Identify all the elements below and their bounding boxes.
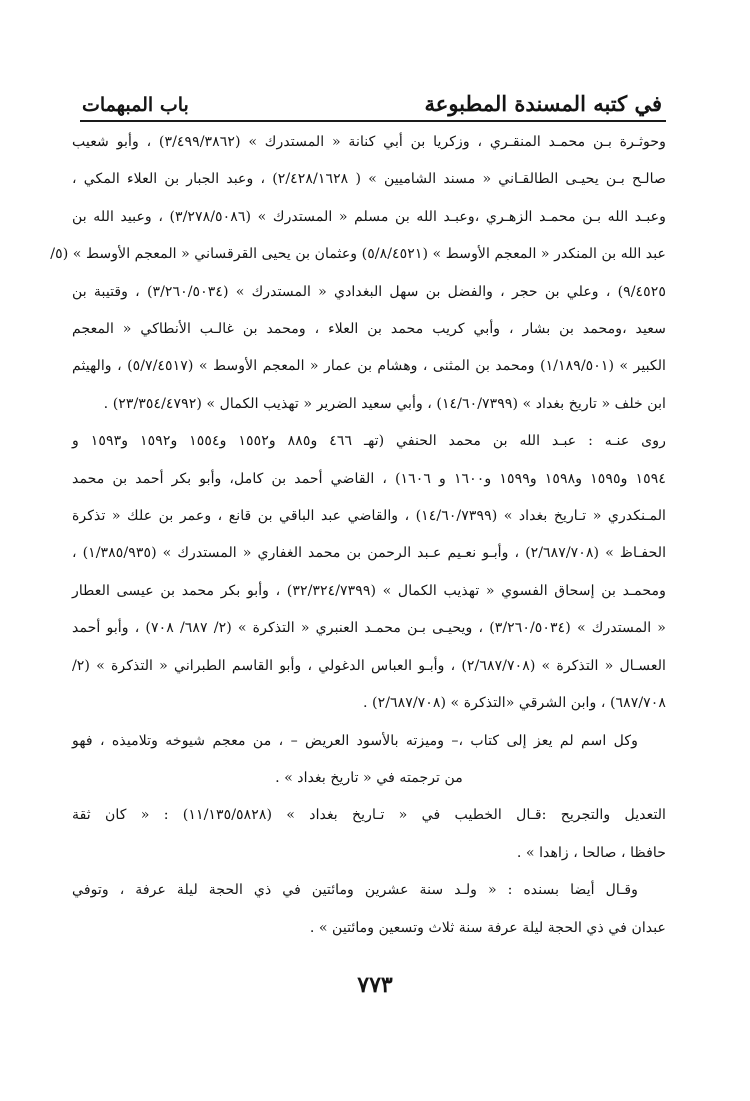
text-line: ١٥٩٤ و١٥٩٥ و١٥٩٨ و١٥٩٩ و١٦٠٠ و ١٦٠٦) ، القاضي أحمد بن كامل، وأبو بكر أحمد بن محمد <box>72 470 666 487</box>
text-line: ٩/٤٥٢٥) ، وعلي بن حجر ، والفضل بن سهل البغدادي « المستدرك » (٣/٢٦٠/٥٠٣٤) ، وقتيبة بن <box>72 283 666 300</box>
text-line: سعيد ،ومحمد بن بشار ، وأبي كريب محمد بن العلاء ، ومحمد بن غالـب الأنطاكي « المعجم <box>72 321 666 338</box>
text-line: « المستدرك » (٣/٢٦٠/٥٠٣٤) ، ويحيـى بـن محمـد العنبري « التذكرة » (٢/ ٦٨٧/ ٧٠٨) ، وأبو أحمد <box>72 620 666 637</box>
text-line: وقـال أيضا بسنده : « ولـد سنة عشرين ومائتين في ذي الحجة ليلة عرفة ، وتوفي <box>72 882 638 899</box>
text-line: التعديل والتجريح :قـال الخطيب في « تـاريخ بغداد » (١١/١٣٥/٥٨٢٨) : « كان ثقة <box>72 807 666 824</box>
text-line: الحفـاظ » (٢/٦٨٧/٧٠٨) ، وأبـو نعـيم عـبد الرحمن بن محمد الغفاري « المستدرك » (١/٣٨٥/٩٣٥) ، <box>72 545 667 562</box>
chapter-title: باب المبهمات <box>82 94 189 116</box>
text-line: صالـح بـن يحيـى الطالقـاني « مسند الشاميين » ( ٢/٤٢٨/١٦٢٨) ، وعبد الجبار بن العلاء المكي ، <box>72 171 666 188</box>
text-line: ابن خلف « تاريخ بغداد » (١٤/٦٠/٧٣٩٩) ، وأبي سعيد الضرير « تهذيب الكمال » (٢٣/٣٥٤/٤٧٩٢) . <box>103 395 666 412</box>
text-line: وعبـد الله بـن محمـد الزهـري ،وعبـد الله بن مسلم « المستدرك » (٣/٢٧٨/٥٠٨٦) ، وعبيد الله بن <box>72 208 666 225</box>
text-line: وحوثـرة بـن محمـد المنقـري ، وزكريا بن أبي كنانة « المستدرك » (٣/٤٩٩/٣٨٦٢) ، وأبو شعيب <box>72 134 666 150</box>
text-line: ٦٨٧/٧٠٨) ، وابن الشرقي «التذكرة » (٢/٦٨٧/٧٠٨) . <box>363 695 666 712</box>
text-line: روى عنـه : عبـد الله بن محمد الحنفي (تهـ ٤٦٦ و٨٨٥ و١٥٥٢ و١٥٥٤ و١٥٩٢ و١٥٩٣ و <box>72 433 666 450</box>
text-line: وكل اسم لم يعز إلى كتاب ،– وميزته بالأسود العريض – ، من معجم شيوخه وتلاميذه ، فهو <box>72 732 638 749</box>
text-line: المـنكدري « تـاريخ بغداد » (١٤/٦٠/٧٣٩٩) ، والقاضي عبد الباقي بن قانع ، وعمر بن علك « تذكرة <box>72 508 666 525</box>
page-header <box>82 76 662 116</box>
text-line: عبدان في ذي الحجة ليلة عرفة سنة ثلاث وتسعين ومائتين » . <box>309 919 666 936</box>
text-line: من ترجمته في « تاريخ بغداد » . <box>275 769 463 786</box>
text-line: حافظا ، صالحا ، زاهدا » . <box>516 844 666 861</box>
book-title: في كتبه المسندة المطبوعة <box>424 91 662 116</box>
page-body <box>50 124 667 947</box>
text-line: الكبير » (١/١٨٩/٥٠١) ومحمد بن المثنى ، وهشام بن عمار « المعجم الأوسط » (٥/٧/٤٥١٧) ، والهيثم <box>72 358 666 375</box>
text-line: العسـال « التذكرة » (٢/٦٨٧/٧٠٨) ، وأبـو العباس الدغولي ، وأبو القاسم الطبراني « التذكرة » (٢/ <box>72 657 666 674</box>
text-line: عبد الله بن المنكدر « المعجم الأوسط » (٥/٨/٤٥٢١) وعثمان بن يحيى القرقساني « المعجم الأوسط » (٥/ <box>50 246 666 263</box>
header-rule <box>80 120 666 122</box>
page-number: ٧٧٣ <box>357 972 393 998</box>
text-line: ومحمـد بن إسحاق الفسوي « تهذيب الكمال » (٣٢/٣٢٤/٧٣٩٩) ، وأبو بكر محمد بن عيسى العطار <box>72 582 666 599</box>
